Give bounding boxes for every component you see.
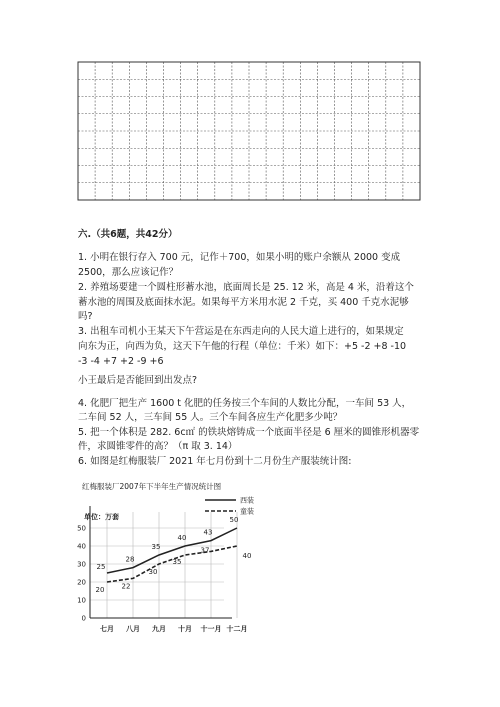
y-tick-label: 50 [77, 524, 86, 533]
question-2-line-2: 蓄水池的周围及底面抹水泥。如果每平方米用水泥 2 千克，买 400 千克水泥够 [78, 297, 409, 308]
x-tick-label: 十一月 [200, 625, 222, 633]
y-tick-label: 20 [77, 578, 86, 587]
data-label: 22 [121, 582, 131, 591]
chart-unit-label: 单位：万套 [84, 513, 119, 521]
question-6-line-1: 6. 如图是红梅服装厂 2021 年七月份到十二月份生产服装统计图: [78, 456, 352, 467]
data-label: 20 [95, 586, 105, 594]
legend-label: 西装 [240, 496, 254, 505]
question-3-line-3: -3 -4 +7 +2 -9 +6 [78, 356, 164, 367]
y-tick-label: 10 [77, 596, 86, 605]
question-2-line-3: 吗? [78, 311, 93, 322]
question-3-line-2: 向东为正，向西为负，这天下午他的行程（单位：千米）如下：+5 -2 +8 -10 [78, 341, 407, 352]
data-label: 43 [203, 528, 213, 537]
data-label: 50 [229, 516, 239, 524]
x-tick-label: 九月 [152, 625, 166, 633]
question-5-line-1: 5. 把一个体积是 282. 6c㎡ 的铁块熔铸成一个底面半径是 6 厘米的圆锥形机器零 [78, 427, 420, 438]
data-label: 30 [148, 568, 158, 576]
x-tick-label: 八月 [126, 625, 140, 633]
question-3-line-4: 小王最后是否能回到出发点? [78, 375, 198, 386]
question-4-line-2: 二车间 52 人，三车间 55 人。三个车间各应生产化肥多少吨？ [78, 412, 343, 423]
x-tick-label: 七月 [100, 625, 114, 633]
data-label: 40 [242, 552, 252, 560]
data-label: 37 [200, 546, 210, 555]
question-5-line-2: 件，求圆锥零件的高？（π 取 3. 14） [78, 441, 238, 452]
question-1-line-1: 1. 小明在银行存入 700 元，记作＋700，如果小明的账户余额从 2000 变成 [78, 252, 401, 263]
data-label: 40 [177, 534, 187, 542]
data-label: 35 [151, 543, 161, 551]
data-label: 25 [96, 563, 106, 571]
x-tick-label: 十二月 [226, 625, 248, 633]
question-4-line-1: 4. 化肥厂把生产 1600 t 化肥的任务按三个车间的人数比分配，一车间 53 人， [78, 398, 412, 409]
legend-label: 童装 [240, 507, 254, 516]
section-heading: 六.（共6题，共42分） [78, 229, 178, 240]
question-1-line-2: 2500，那么应该记作？ [78, 267, 179, 278]
y-tick-label: 30 [77, 560, 86, 569]
data-label: 35 [172, 558, 182, 566]
question-3-line-1: 3. 出租车司机小王某天下午营运是在东西走向的人民大道上进行的，如果规定 [78, 326, 404, 337]
y-tick-label: 0 [81, 614, 86, 623]
chart-title: 红梅服装厂2007年下半年生产情况统计图 [82, 482, 222, 491]
y-tick-label: 40 [77, 542, 86, 551]
x-tick-label: 十月 [178, 625, 192, 633]
question-2-line-1: 2. 养殖场要建一个圆柱形蓄水池，底面周长是 25. 12 米，高是 4 米，沿着这个 [78, 282, 414, 293]
data-label: 28 [125, 555, 135, 564]
